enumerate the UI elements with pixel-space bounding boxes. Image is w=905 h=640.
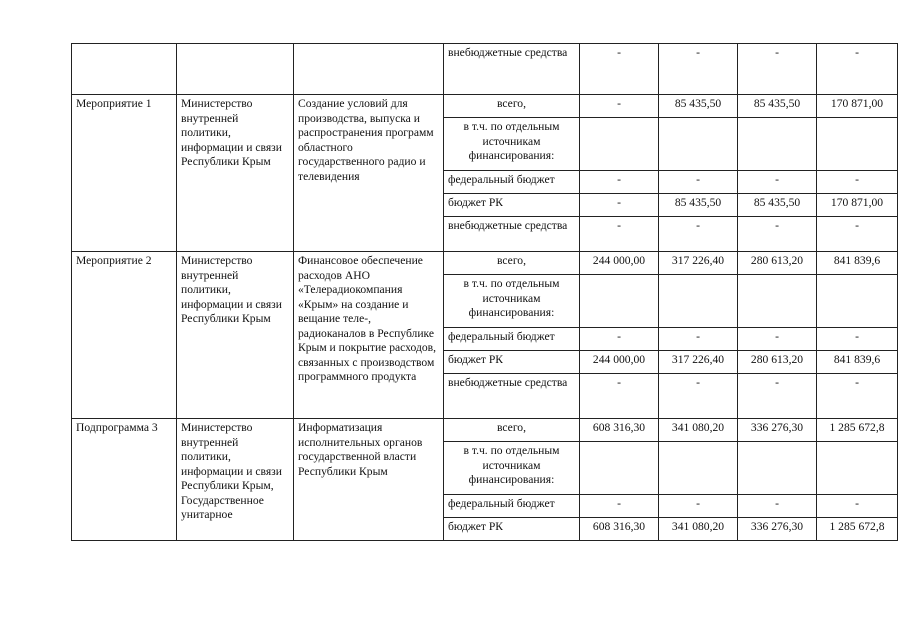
value-cell: - xyxy=(738,374,817,419)
value-cell: 280 613,20 xyxy=(738,252,817,275)
activity-cell xyxy=(294,44,444,95)
value-cell: - xyxy=(659,171,738,194)
value-cell: 1 285 672,8 xyxy=(817,419,898,442)
source-cell: бюджет РК xyxy=(444,351,580,374)
source-cell: всего, xyxy=(444,419,580,442)
value-cell: - xyxy=(659,328,738,351)
executor-cell: Министерство внутренней политики, информации и связи Республики Крым xyxy=(177,252,294,419)
source-cell: федеральный бюджет xyxy=(444,171,580,194)
value-cell xyxy=(738,275,817,328)
value-cell: 608 316,30 xyxy=(580,419,659,442)
value-cell: 608 316,30 xyxy=(580,518,659,541)
source-cell: всего, xyxy=(444,95,580,118)
activity-cell: Создание условий для производства, выпуска и распространения программ областного государственного радио и телевидения xyxy=(294,95,444,252)
value-cell: - xyxy=(580,194,659,217)
table-row xyxy=(72,95,898,118)
value-cell: 1 285 672,8 xyxy=(817,518,898,541)
value-cell: 841 839,6 xyxy=(817,252,898,275)
value-cell: 317 226,40 xyxy=(659,252,738,275)
value-cell: - xyxy=(580,44,659,95)
source-cell: в т.ч. по отдельным источникам финансирования: xyxy=(444,118,580,171)
program-cell xyxy=(72,44,177,95)
executor-cell: Министерство внутренней политики, информации и связи Республики Крым xyxy=(177,95,294,252)
value-cell: - xyxy=(738,217,817,252)
funding-table xyxy=(71,43,898,541)
value-cell: - xyxy=(817,328,898,351)
table-row xyxy=(72,44,898,95)
source-cell: федеральный бюджет xyxy=(444,495,580,518)
executor-cell: Министерство внутренней политики, информации и связи Республики Крым, Государственное унитарное xyxy=(177,419,294,541)
value-cell: - xyxy=(580,217,659,252)
value-cell: 317 226,40 xyxy=(659,351,738,374)
value-cell xyxy=(817,275,898,328)
source-cell: внебюджетные средства xyxy=(444,44,580,95)
source-cell: внебюджетные средства xyxy=(444,374,580,419)
value-cell: 341 080,20 xyxy=(659,518,738,541)
value-cell: 841 839,6 xyxy=(817,351,898,374)
value-cell xyxy=(580,275,659,328)
value-cell: 170 871,00 xyxy=(817,194,898,217)
value-cell: - xyxy=(817,171,898,194)
source-cell: в т.ч. по отдельным источникам финансирования: xyxy=(444,275,580,328)
value-cell: - xyxy=(738,495,817,518)
value-cell: - xyxy=(817,374,898,419)
source-cell: внебюджетные средства xyxy=(444,217,580,252)
value-cell: 85 435,50 xyxy=(659,194,738,217)
value-cell: 170 871,00 xyxy=(817,95,898,118)
value-cell: - xyxy=(817,217,898,252)
table-row xyxy=(72,419,898,442)
table-row xyxy=(72,252,898,275)
executor-cell xyxy=(177,44,294,95)
value-cell xyxy=(659,275,738,328)
value-cell xyxy=(580,118,659,171)
value-cell: 244 000,00 xyxy=(580,252,659,275)
source-cell: бюджет РК xyxy=(444,194,580,217)
value-cell: - xyxy=(659,374,738,419)
activity-cell: Финансовое обеспечение расходов АНО «Телерадиокомпания «Крым» на создание и вещание теле-, радиоканалов в Республике Крым и покрытие расходов, связанных с производством программного продукта xyxy=(294,252,444,419)
program-cell: Подпрограмма 3 xyxy=(72,419,177,541)
value-cell: - xyxy=(580,374,659,419)
value-cell: 244 000,00 xyxy=(580,351,659,374)
source-cell: федеральный бюджет xyxy=(444,328,580,351)
value-cell: - xyxy=(580,495,659,518)
value-cell: - xyxy=(580,328,659,351)
value-cell: 85 435,50 xyxy=(738,95,817,118)
value-cell: 85 435,50 xyxy=(659,95,738,118)
program-cell: Мероприятие 2 xyxy=(72,252,177,419)
value-cell: - xyxy=(580,95,659,118)
source-cell: всего, xyxy=(444,252,580,275)
value-cell: - xyxy=(659,495,738,518)
value-cell: - xyxy=(659,44,738,95)
value-cell: - xyxy=(817,44,898,95)
value-cell: 336 276,30 xyxy=(738,419,817,442)
value-cell: 336 276,30 xyxy=(738,518,817,541)
source-cell: в т.ч. по отдельным источникам финансирования: xyxy=(444,442,580,495)
value-cell xyxy=(580,442,659,495)
value-cell: - xyxy=(817,495,898,518)
activity-cell: Информатизация исполнительных органов государственной власти Республики Крым xyxy=(294,419,444,541)
value-cell xyxy=(659,442,738,495)
value-cell xyxy=(738,442,817,495)
value-cell xyxy=(817,118,898,171)
value-cell: 341 080,20 xyxy=(659,419,738,442)
value-cell: - xyxy=(659,217,738,252)
value-cell: - xyxy=(738,171,817,194)
value-cell xyxy=(659,118,738,171)
value-cell: - xyxy=(738,328,817,351)
value-cell: 85 435,50 xyxy=(738,194,817,217)
value-cell xyxy=(817,442,898,495)
value-cell: - xyxy=(580,171,659,194)
program-cell: Мероприятие 1 xyxy=(72,95,177,252)
value-cell: - xyxy=(738,44,817,95)
value-cell xyxy=(738,118,817,171)
value-cell: 280 613,20 xyxy=(738,351,817,374)
source-cell: бюджет РК xyxy=(444,518,580,541)
